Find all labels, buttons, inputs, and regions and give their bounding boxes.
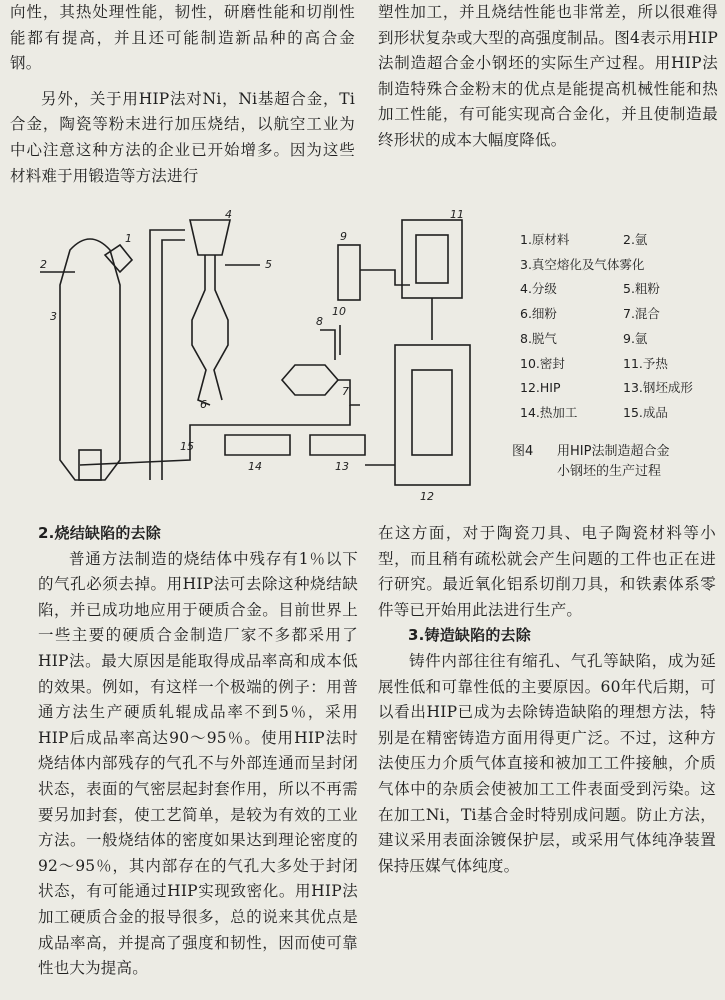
label-12: 12 <box>420 490 434 503</box>
paragraph: 在这方面，对于陶瓷刀具、电子陶瓷材料等小型，而且稍有疏松就会产生问题的工件也正在进行研究。最近氧化铝系切削刀具，和铁素体系零件等已开始用此法进行生产。 <box>378 524 716 619</box>
label-10: 10 <box>332 305 346 318</box>
degasser <box>320 325 340 360</box>
mixer <box>282 365 338 395</box>
right-column-bottom <box>378 521 716 879</box>
label-6: 6 <box>200 398 207 411</box>
legend-row: 6.细粉 7.混合 <box>520 306 660 322</box>
label-5: 5 <box>265 258 272 271</box>
label-13: 13 <box>335 460 349 473</box>
classifier-hopper <box>190 220 230 255</box>
atomizer-tower <box>60 239 120 480</box>
left-column-top <box>10 0 355 189</box>
label-9: 9 <box>340 230 347 243</box>
paragraph: 塑性加工，并且烧结性能也非常差，所以很难得到形状复杂或大型的高强度制品。图4表示用HIP法制造超合金小钢坯的实际生产过程。用HIP法制造特殊合金粉末的优点是能提高机械性能和热加工性能，有可能实现高合金化，并且使制造最终形状的成本大幅度降低。 <box>378 3 718 149</box>
legend-row: 12.HIP 13.钢坯成形 <box>520 380 693 396</box>
label-8: 8 <box>316 315 323 328</box>
hip-chamber <box>412 370 452 455</box>
paragraph: 另外，关于用HIP法对Ni，Ni基超合金，Ti合金，陶瓷等粉末进行加压烧结，以航空工业为中心注意这种方法的企业已开始增多。因为这些材料难于用锻造等方法进行 <box>10 89 355 185</box>
figure-legend <box>520 228 720 426</box>
hip-vessel <box>395 345 470 485</box>
legend-row: 3.真空熔化及气体雾化 <box>520 256 645 272</box>
classifier-body <box>192 255 210 405</box>
caption-text: 小钢坯的生产过程 <box>557 464 662 479</box>
label-11: 11 <box>450 210 464 221</box>
legend-row: 14.热加工 15.成品 <box>520 404 668 420</box>
legend-row: 4.分级 5.粗粉 <box>520 281 660 297</box>
label-15: 15 <box>180 440 194 453</box>
legend-row: 1.原材料 2.氩 <box>520 232 648 247</box>
label-3: 3 <box>50 310 57 323</box>
paragraph: 向性，其热处理性能，韧性，研磨性能和切削性能都有提高，并且还可能制造新品种的高合金钢。 <box>10 3 355 73</box>
figure-caption <box>512 442 717 482</box>
paragraph: 铸件内部往往有缩孔、气孔等缺陷，成为延展性低和可靠性低的主要原因。60年代后期，可以看出HIP已成为去除铸造缺陷的理想方法，特别是在精密铸造方面用得更广泛。不过，这种方法使压力介质气体直接和被加工工件接触，介质气体中的杂质会使被加工工件表面受到污染。这在加工Ni，Ti基合金时特别成问题。防止方法，建议采用表面涂镀保护层，或采用气体纯净装置保持压媒气体纯度。 <box>378 651 716 875</box>
legend-row: 10.密封 11.予热 <box>520 355 668 371</box>
preheat-chamber <box>416 235 448 283</box>
caption-number: 图4 <box>512 444 534 459</box>
hot-working-mill <box>225 435 290 455</box>
label-4: 4 <box>225 210 232 221</box>
classifier-body <box>214 255 228 400</box>
label-2: 2 <box>40 258 47 271</box>
section-heading: 3.铸造缺陷的去除 <box>408 626 531 645</box>
legend-row: 8.脱气 9.氩 <box>520 330 648 346</box>
paragraph: 普通方法制造的烧结体中残存有1％以下的气孔必须去掉。用HIP法可去除这种烧结缺陷，并已成功地应用于硬质合金。目前世界上一些主要的硬质合金制造厂家不多都采用了HIP法。最大原因是能取得成品率高和成本低的效果。例如，有这样一个极端的例子：用普通方法生产硬质轧辊成品率不到5％，采用HIP后成品率高达90～95％。使用HIP法时烧结体内部残存的气孔不与外部连通而呈封闭状态，表面的气密层起封套作用，所以不再需要另加封套，使工艺简单，是较为有效的工业方法。一般烧结体的密度如果达到理论密度的92～95％，其内部存在的气孔大多处于封闭状态，有可能通过HIP实现致密化。用HIP法加工硬质合金的报导很多，总的说来其优点是成品率高，并提高了强度和韧性，因而使可靠性也大为提高。 <box>38 549 358 978</box>
right-column-top <box>378 0 718 154</box>
preheat-furnace <box>402 220 462 298</box>
left-column-bottom <box>38 521 358 982</box>
label-1: 1 <box>125 232 132 245</box>
label-7: 7 <box>342 385 349 398</box>
argon-cylinder <box>338 245 360 300</box>
section-heading: 2.烧结缺陷的去除 <box>38 524 161 542</box>
label-14: 14 <box>248 460 262 473</box>
billet-forming <box>310 435 365 455</box>
caption-text: 用HIP法制造超合金 <box>557 444 670 459</box>
